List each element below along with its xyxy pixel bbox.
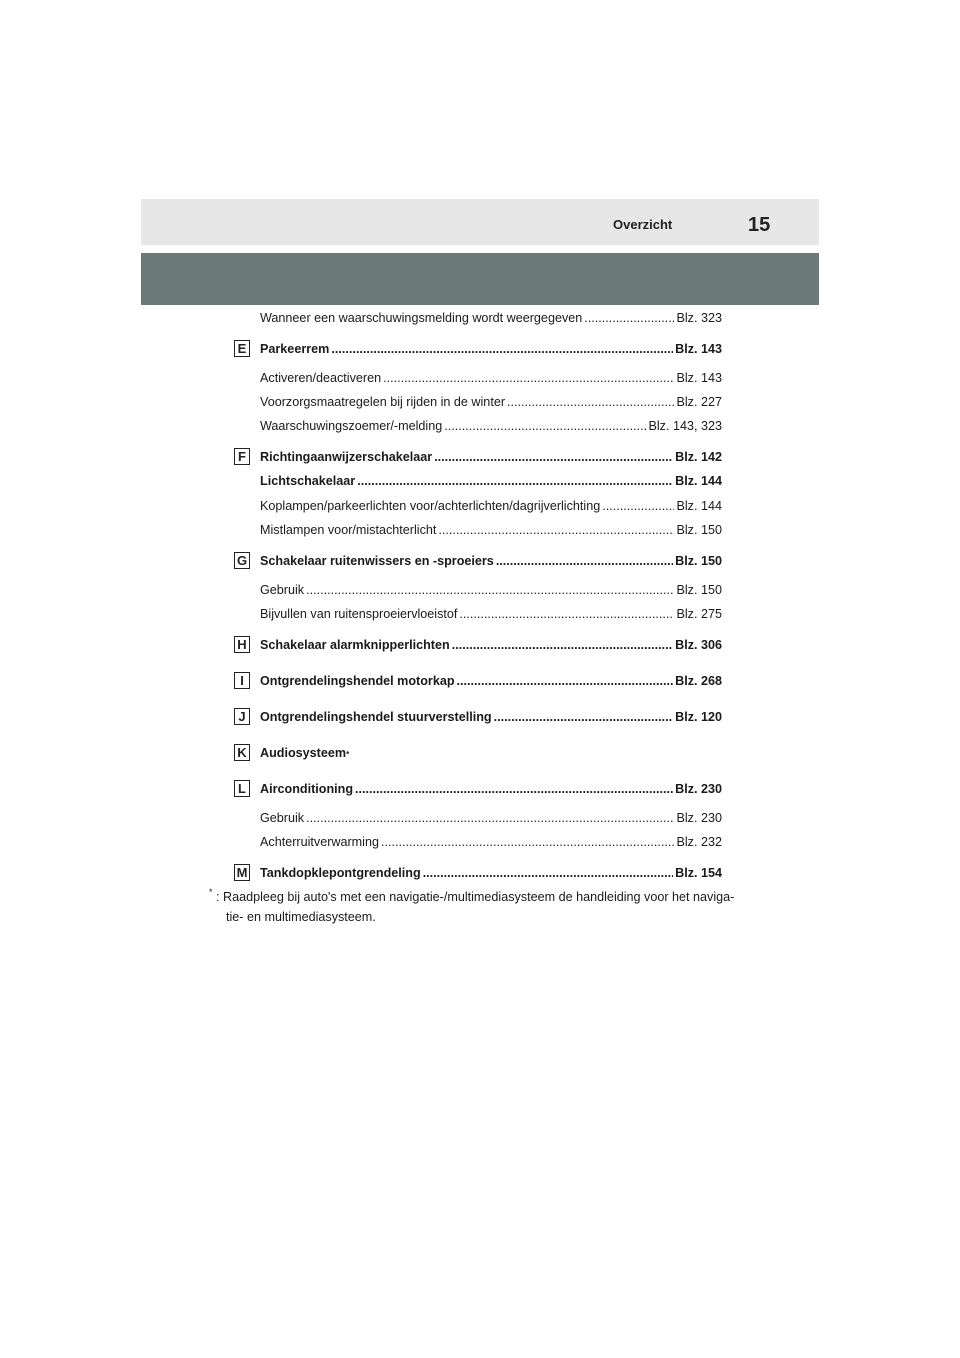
toc-entry: Bijvullen van ruitensproeiervloeistof ..... Blz. 275: [260, 607, 722, 623]
label-letter-i: I: [234, 672, 250, 689]
page-number: 15: [748, 214, 771, 236]
toc-entry: Audiosysteem *: [260, 746, 350, 760]
toc-entry: Gebruik ..... Blz. 150: [260, 583, 722, 599]
toc-entry: Schakelaar alarmknipperlichten ..... Blz. 306: [260, 638, 722, 654]
label-letter-e: E: [234, 340, 250, 357]
toc-entry: Lichtschakelaar ..... Blz. 144: [260, 474, 722, 490]
toc-entry: Achterruitverwarming ..... Blz. 232: [260, 835, 722, 851]
section-title: Overzicht: [613, 217, 673, 232]
toc-entry: Voorzorgsmaatregelen bij rijden in de winter ..... Blz. 227: [260, 395, 722, 411]
toc-entry: Mistlampen voor/mistachterlicht ..... Blz. 150: [260, 523, 722, 539]
toc-entry: Ontgrendelingshendel stuurverstelling ..... Blz. 120: [260, 710, 722, 726]
label-letter-m: M: [234, 864, 250, 881]
toc-entry: Waarschuwingszoemer/-melding ..... Blz. 143, 323: [260, 419, 722, 435]
footnote-line-2: tie- en multimediasysteem.: [226, 910, 376, 924]
label-letter-j: J: [234, 708, 250, 725]
label-letter-k: K: [234, 744, 250, 761]
header-band: [141, 199, 819, 245]
toc-entry: Schakelaar ruitenwissers en -sproeiers ..... Blz. 150: [260, 554, 722, 570]
toc-entry: Ontgrendelingshendel motorkap ..... Blz. 268: [260, 674, 722, 690]
toc-entry: Wanneer een waarschuwingsmelding wordt weergegeven ..... Blz. 323: [260, 311, 722, 327]
label-letter-f: F: [234, 448, 250, 465]
footnote-line-1: : Raadpleeg bij auto's met een navigatie-/multimediasysteem de handleiding voor het naviga-: [216, 890, 735, 904]
footnote-marker: *: [346, 750, 350, 759]
toc-entry: Richtingaanwijzerschakelaar ..... Blz. 142: [260, 450, 722, 466]
label-letter-g: G: [234, 552, 250, 569]
toc-entry: Parkeerrem ..... Blz. 143: [260, 342, 722, 358]
header-dark-band: [141, 253, 819, 305]
label-letter-l: L: [234, 780, 250, 797]
toc-entry: Tankdopklepontgrendeling ..... Blz. 154: [260, 866, 722, 882]
toc-entry: Gebruik ..... Blz. 230: [260, 811, 722, 827]
toc-entry: Airconditioning ..... Blz. 230: [260, 782, 722, 798]
footnote-star: *: [209, 887, 213, 897]
toc-entry: Koplampen/parkeerlichten voor/achterlichten/dagrijverlichting ..... Blz. 144: [260, 499, 722, 515]
label-letter-h: H: [234, 636, 250, 653]
toc-entry: Activeren/deactiveren ..... Blz. 143: [260, 371, 722, 387]
